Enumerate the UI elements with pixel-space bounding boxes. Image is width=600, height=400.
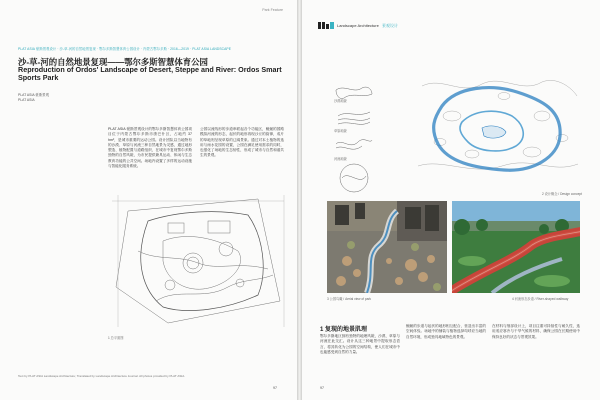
body-column-3: 在材料与细部设计上，项目注重可持续性与耐久性，选用适应寒冷与干旱气候的材料，确保公园在长期使用中保持良好的状态与景观效果。 bbox=[492, 324, 580, 339]
body-column-1: PLAT ASIA 豪斯景观设计的鄂尔多斯智慧体育公园项目位于内蒙古鄂尔多斯市康巴什区，占地约 37 hm²，是城市重要的运动公园。设计团队以当地特有的沙漠、草原与河流三种自然地景为灵感，通过地形塑造、植物配置与道路组织，在城市中复现鄂尔多斯独特的自然风貌，为市民提供兼具运动、休闲与生态教育功能的公共空间。场地内设置了多样的运动设施与智能化服务系统。 bbox=[108, 127, 192, 169]
credit-line: PLAT ASIA 豪斯景观 bbox=[18, 93, 49, 97]
article-title-cn: 沙-草-河的自然地景复现——鄂尔多斯智慧体育公园 bbox=[18, 57, 208, 67]
concept-diagram bbox=[412, 66, 582, 190]
photo-caption: 3 公园鸟瞰 / Aerial view of park bbox=[327, 297, 372, 301]
body-column-2: 公园以流线形的步道串联起各个功能区，蜿蜒的园路模拟河流的形态，起伏的地形再现沙丘的韵律，成片的草地则呈现草原的辽阔景象。通过对本土植物的选用与雨水花园的设置，公园在满足使用需求的同时，也强化了场地的生态韧性，形成了城市与自然和谐共生的景观。 bbox=[200, 127, 284, 158]
body-column-2: 蜿蜒的步道与起伏的地形相互配合，营造出丰富的空间体验。场地中的铺装与植物选择均呼应当地的自然环境，形成独具地域特色的景观。 bbox=[406, 324, 486, 339]
sketch-caption: 沙漠地貌 bbox=[334, 99, 347, 103]
site-plan-drawing bbox=[108, 191, 288, 331]
page-number: 97 bbox=[320, 386, 324, 390]
left-page bbox=[0, 0, 297, 400]
right-page bbox=[302, 0, 600, 400]
sketch-caption: 草原地貌 bbox=[334, 129, 347, 133]
sketch-caption: 河流地貌 bbox=[334, 157, 347, 161]
aerial-photo bbox=[327, 201, 447, 293]
page-number: 97 bbox=[273, 386, 277, 390]
author-credits bbox=[18, 93, 49, 102]
running-header: Park Feature bbox=[262, 8, 283, 12]
section-title: 1 复现的地景肌理 bbox=[320, 327, 368, 333]
plan-caption: 1 总平面图 bbox=[108, 336, 124, 340]
photo-caption: 4 河流形态步道 / River-shaped walkway bbox=[512, 297, 569, 301]
article-meta: PLAT ASIA 豪斯景观设计 · 沙-草-河的自然地景复现 · 鄂尔多斯智慧体育公园设计 · 内蒙古鄂尔多斯 · 2016—2019 · PLAT ASIA LANDSCAPE bbox=[18, 47, 232, 51]
body-column-1: 鄂尔多斯地区拥有独特的地理风貌，沙漠、草原与河流在此交汇。设计从这三种地景中提取形态语言，将其转化为公园的空间结构，使人们在城市中也能感受到自然的力量。 bbox=[320, 334, 400, 354]
credit-line: PLAT ASIA bbox=[18, 97, 35, 102]
concept-diagram-caption: 2 设计概念 / Design concept bbox=[542, 192, 583, 196]
journal-logo-icon bbox=[318, 22, 334, 29]
walkway-photo bbox=[452, 201, 580, 293]
journal-category: Landscape Architecture bbox=[337, 23, 379, 28]
article-title-en: Reproduction of Ordos' Landscape of Desert, Steppe and River: Ordos Smart Sports Park bbox=[18, 65, 282, 83]
journal-category-cn: 景观设计 bbox=[382, 23, 398, 28]
footer-note: Text by PLAT ASIA Landscape Architecture; Translated by Landscape Architecture Journal. All photos provided by PLAT ASIA. bbox=[18, 374, 186, 378]
